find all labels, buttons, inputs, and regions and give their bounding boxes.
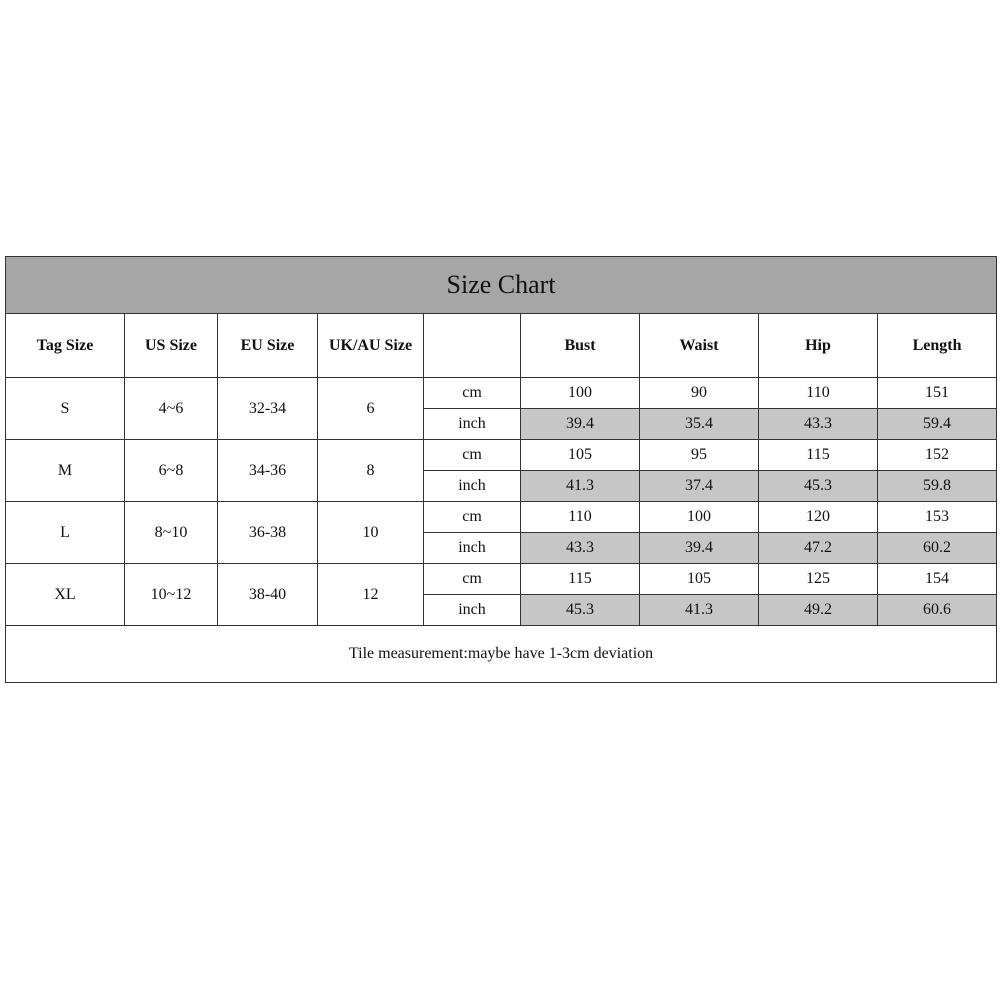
waist-cell: 105	[640, 564, 759, 595]
table-row-xl-cm	[6, 564, 997, 595]
waist-cell: 41.3	[640, 595, 759, 626]
hip-cell: 49.2	[759, 595, 878, 626]
table-row-l-cm	[6, 502, 997, 533]
us-size-cell: 10~12	[125, 564, 218, 626]
header-tag-size: Tag Size	[6, 314, 125, 378]
length-cell: 60.2	[878, 533, 997, 564]
ukau-size-cell: 10	[318, 502, 424, 564]
waist-cell: 100	[640, 502, 759, 533]
ukau-size-cell: 12	[318, 564, 424, 626]
hip-cell: 43.3	[759, 409, 878, 440]
eu-size-cell: 38-40	[218, 564, 318, 626]
waist-cell: 95	[640, 440, 759, 471]
hip-cell: 125	[759, 564, 878, 595]
header-waist: Waist	[640, 314, 759, 378]
bust-cell: 43.3	[521, 533, 640, 564]
ukau-size-cell: 8	[318, 440, 424, 502]
unit-cell: cm	[424, 378, 521, 409]
bust-cell: 105	[521, 440, 640, 471]
unit-cell: cm	[424, 440, 521, 471]
header-us-size: US Size	[125, 314, 218, 378]
header-ukau-size: UK/AU Size	[318, 314, 424, 378]
table-row-m-cm	[6, 440, 997, 471]
length-cell: 60.6	[878, 595, 997, 626]
unit-cell: inch	[424, 471, 521, 502]
unit-cell: inch	[424, 595, 521, 626]
length-cell: 152	[878, 440, 997, 471]
length-cell: 151	[878, 378, 997, 409]
header-bust: Bust	[521, 314, 640, 378]
bust-cell: 100	[521, 378, 640, 409]
header-hip: Hip	[759, 314, 878, 378]
bust-cell: 45.3	[521, 595, 640, 626]
unit-cell: cm	[424, 502, 521, 533]
hip-cell: 47.2	[759, 533, 878, 564]
measurement-note: Tile measurement:maybe have 1-3cm deviation	[6, 626, 997, 683]
us-size-cell: 4~6	[125, 378, 218, 440]
unit-cell: inch	[424, 409, 521, 440]
waist-cell: 90	[640, 378, 759, 409]
waist-cell: 35.4	[640, 409, 759, 440]
table-row-s-cm	[6, 378, 997, 409]
length-cell: 154	[878, 564, 997, 595]
unit-cell: cm	[424, 564, 521, 595]
header-length: Length	[878, 314, 997, 378]
tag-size-cell: L	[6, 502, 125, 564]
bust-cell: 110	[521, 502, 640, 533]
tag-size-cell: S	[6, 378, 125, 440]
waist-cell: 39.4	[640, 533, 759, 564]
size-chart-table	[5, 256, 997, 683]
length-cell: 153	[878, 502, 997, 533]
bust-cell: 41.3	[521, 471, 640, 502]
hip-cell: 120	[759, 502, 878, 533]
hip-cell: 110	[759, 378, 878, 409]
eu-size-cell: 32-34	[218, 378, 318, 440]
waist-cell: 37.4	[640, 471, 759, 502]
tag-size-cell: M	[6, 440, 125, 502]
hip-cell: 45.3	[759, 471, 878, 502]
eu-size-cell: 36-38	[218, 502, 318, 564]
header-unit	[424, 314, 521, 378]
us-size-cell: 8~10	[125, 502, 218, 564]
bust-cell: 39.4	[521, 409, 640, 440]
bust-cell: 115	[521, 564, 640, 595]
us-size-cell: 6~8	[125, 440, 218, 502]
header-row	[6, 314, 997, 378]
hip-cell: 115	[759, 440, 878, 471]
unit-cell: inch	[424, 533, 521, 564]
chart-title: Size Chart	[6, 257, 997, 314]
tag-size-cell: XL	[6, 564, 125, 626]
header-eu-size: EU Size	[218, 314, 318, 378]
length-cell: 59.8	[878, 471, 997, 502]
eu-size-cell: 34-36	[218, 440, 318, 502]
ukau-size-cell: 6	[318, 378, 424, 440]
length-cell: 59.4	[878, 409, 997, 440]
